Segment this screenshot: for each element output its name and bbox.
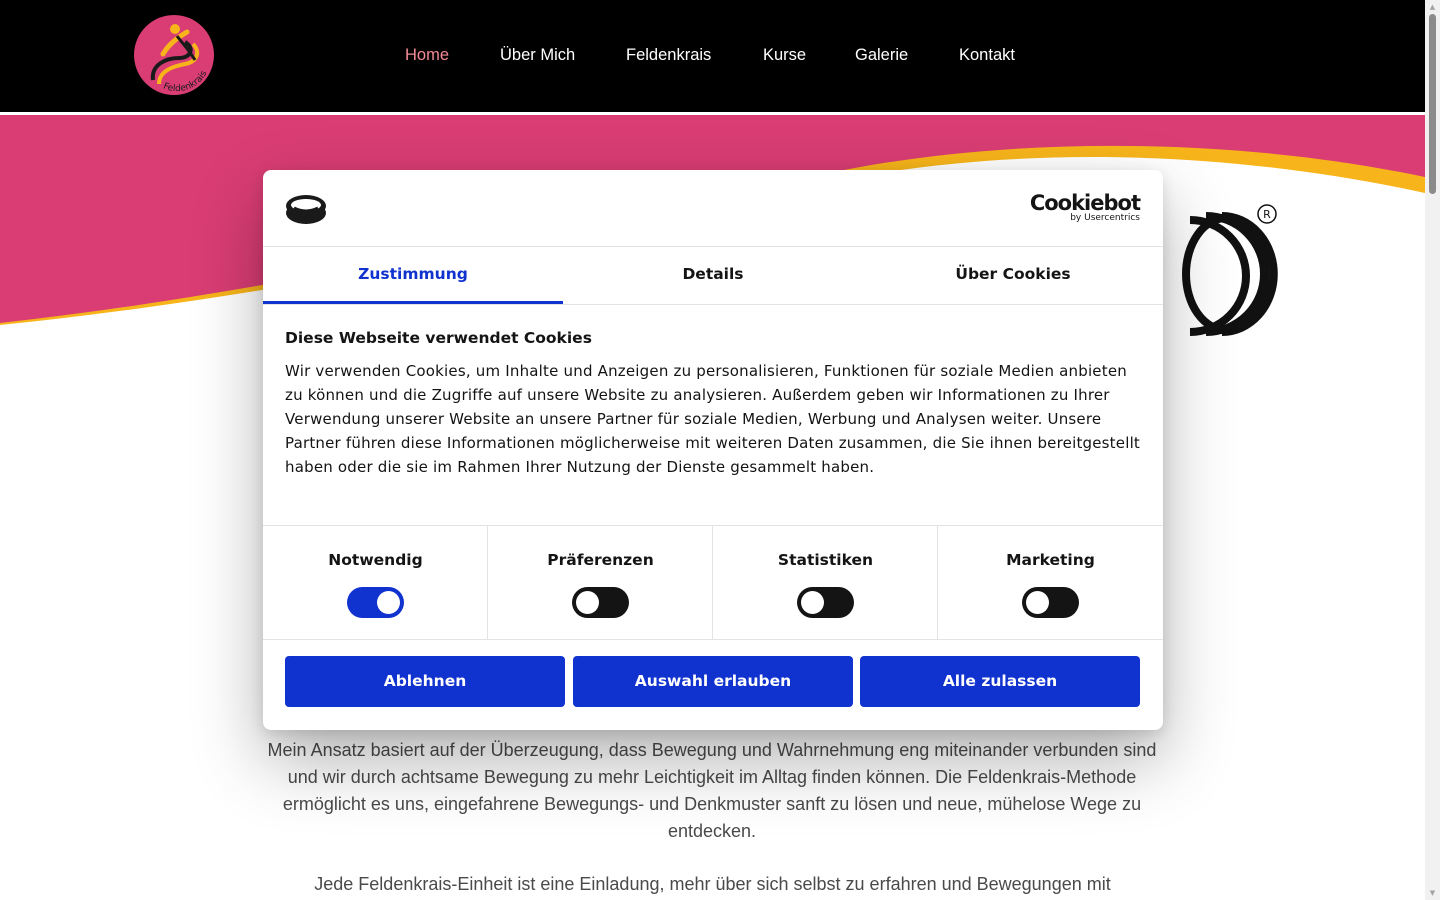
toggle-knob: [1026, 591, 1049, 614]
toggle-statistiken[interactable]: [797, 587, 854, 618]
dialog-title: Diese Webseite verwendet Cookies: [285, 329, 592, 347]
cookie-consent-dialog: [263, 170, 1163, 730]
decline-button[interactable]: Ablehnen: [285, 656, 565, 707]
allow-selection-button[interactable]: Auswahl erlauben: [573, 656, 853, 707]
nav-ueber-mich[interactable]: Über Mich: [500, 46, 576, 64]
scroll-down-arrow-icon[interactable]: ▼: [1429, 889, 1436, 897]
category-label: Statistiken: [777, 551, 874, 569]
toggle-knob: [801, 591, 824, 614]
scroll-up-arrow-icon[interactable]: ▲: [1429, 3, 1436, 11]
tab-details[interactable]: Details: [682, 265, 744, 283]
category-label: Präferenzen: [547, 551, 654, 569]
nav-kurse[interactable]: Kurse: [763, 46, 807, 64]
svg-text:Feldenkrais: Feldenkrais: [161, 69, 210, 95]
page-scrollbar[interactable]: [1425, 0, 1440, 900]
cookie-icon: [284, 192, 328, 226]
site-header: [0, 0, 1425, 112]
allow-all-button[interactable]: Alle zulassen: [860, 656, 1140, 707]
nav-home[interactable]: Home: [405, 46, 450, 64]
second-paragraph: Jede Feldenkrais-Einheit ist eine Einladung, mehr über sich selbst zu erfahren und Bewegungen mit: [314, 874, 1111, 894]
cookiebot-byline: by Usercentrics: [1070, 213, 1140, 223]
cookiebot-logo-text: Cookiebot: [1029, 191, 1140, 215]
toggle-marketing[interactable]: [1022, 587, 1079, 618]
category-marketing: [938, 526, 1163, 639]
nav-galerie[interactable]: Galerie: [855, 46, 909, 64]
category-statistiken: [713, 526, 938, 639]
scroll-thumb[interactable]: [1429, 14, 1436, 194]
category-notwendig: [263, 526, 488, 639]
dialog-tabs: [263, 247, 1163, 305]
toggle-knob: [377, 591, 400, 614]
category-praeferenzen: [488, 526, 713, 639]
dialog-header: [263, 170, 1163, 247]
dialog-description: Wir verwenden Cookies, um Inhalte und Anzeigen zu personalisieren, Funktionen für soziale Medien anbieten zu können und die Zugriffe auf unsere Website zu analysieren. Außerdem geben wir Informationen zu Ihrer Verwendung unserer Website an unsere Partner für soziale Medien, Werbung und Analysen weiter. Unsere Partner führen diese Informationen möglicherweise mit weiteren Daten zusammen, die Sie ihnen bereitgestellt haben oder die sie im Rahmen Ihrer Nutzung der Dienste gesammelt haben.: [285, 362, 1141, 476]
category-label: Marketing: [1006, 551, 1095, 569]
cookiebot-brand[interactable]: [1030, 191, 1140, 223]
svg-text:R: R: [1263, 208, 1271, 221]
main-nav: [0, 46, 1425, 74]
toggle-knob: [576, 591, 599, 614]
tab-ueber-cookies[interactable]: Über Cookies: [955, 265, 1071, 283]
consent-categories: [263, 525, 1163, 640]
nav-feldenkrais[interactable]: Feldenkrais: [626, 46, 712, 64]
category-label: Notwendig: [328, 551, 423, 569]
tab-zustimmung[interactable]: Zustimmung: [263, 247, 563, 304]
hero-brand-mark: [1150, 196, 1290, 336]
nav-kontakt[interactable]: Kontakt: [959, 46, 1015, 64]
toggle-praeferenzen[interactable]: [572, 587, 629, 618]
intro-paragraph: Mein Ansatz basiert auf der Überzeugung, dass Bewegung und Wahrnehmung eng miteinander verbunden sind und wir durch achtsame Bewegung zu mehr Leichtigkeit im Alltag finden können. Die Feldenkrais-Methode ermöglicht es uns, eingefahrene Bewegungs- und Denkmuster sanft zu lösen und neue, mühelose Wege zu entdecken.: [267, 740, 1157, 841]
toggle-notwendig[interactable]: [347, 587, 404, 618]
